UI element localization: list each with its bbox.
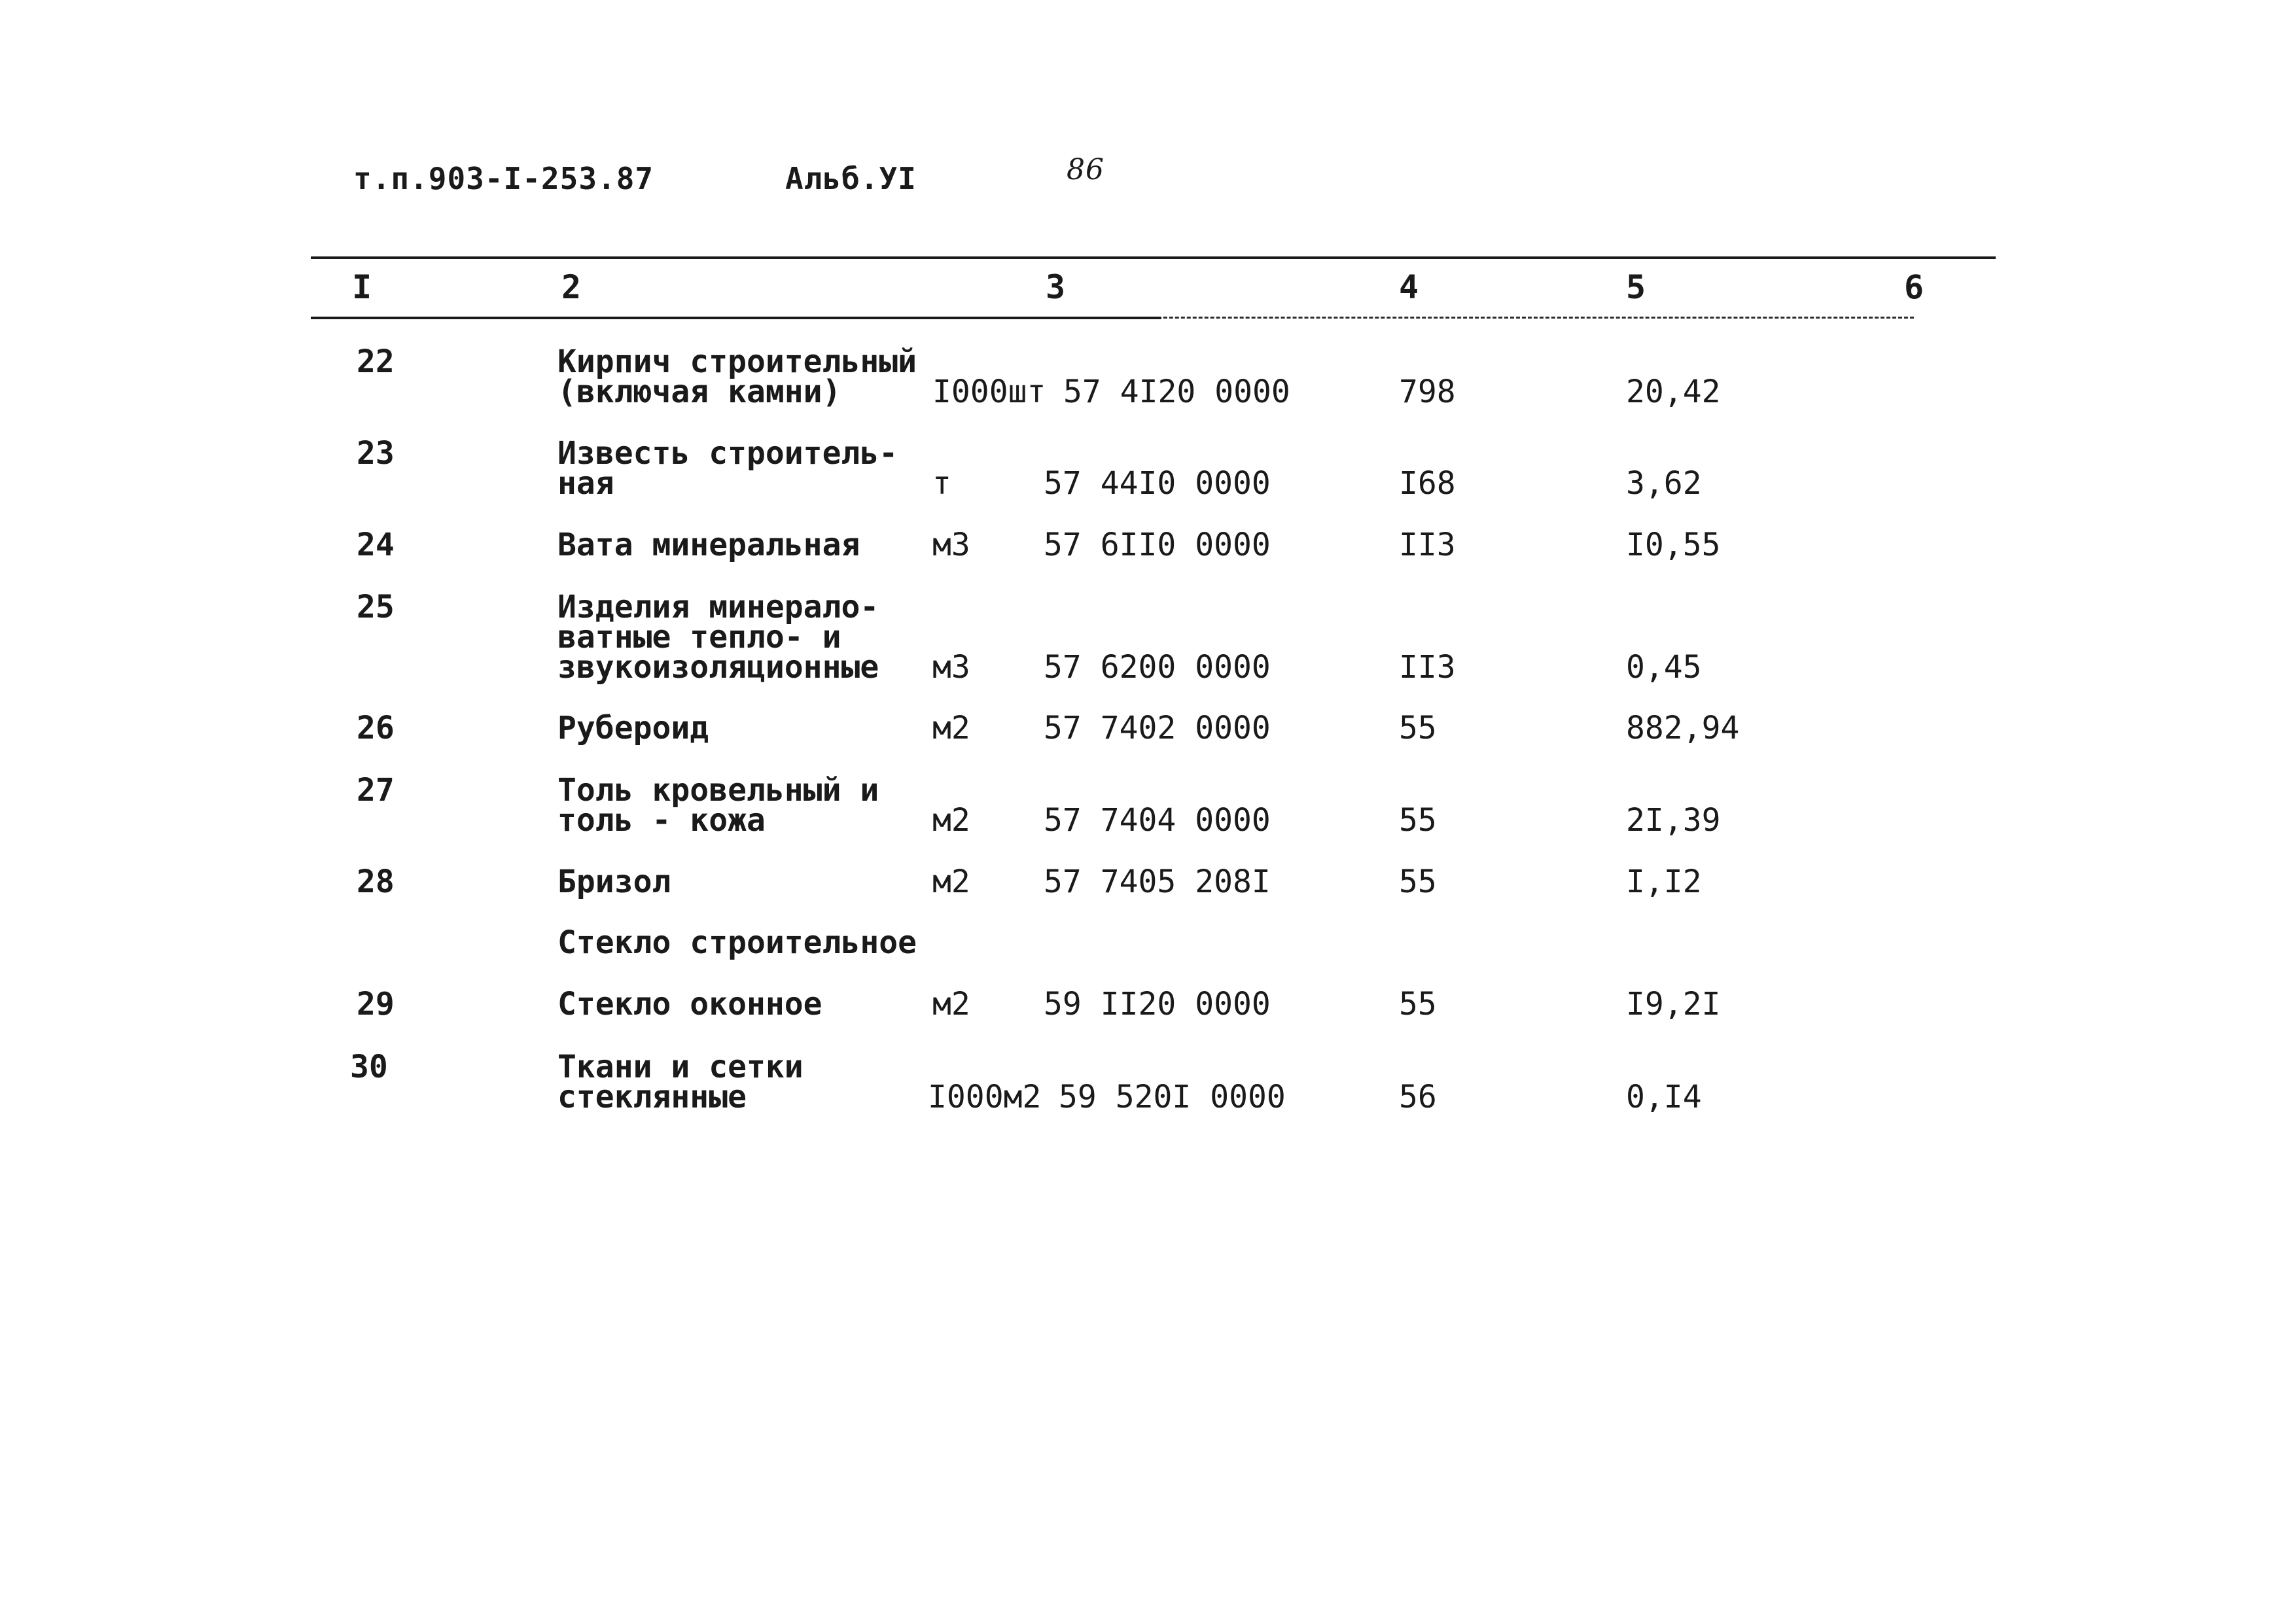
page-number: 86 bbox=[1067, 153, 1104, 186]
row-code: 57 7404 0000 bbox=[1044, 802, 1271, 839]
row-num: 30 bbox=[350, 1049, 388, 1085]
column-header-1: I bbox=[352, 268, 372, 306]
row-num: 22 bbox=[357, 343, 395, 380]
column-header-6: 6 bbox=[1904, 268, 1924, 306]
row-num: 25 bbox=[357, 589, 395, 625]
row-code: 57 6II0 0000 bbox=[1044, 527, 1271, 563]
row-name-line: звукоизоляционные bbox=[557, 649, 879, 686]
row-name-line: Ткани и сетки bbox=[557, 1049, 804, 1085]
row-unit: I000шт bbox=[932, 374, 1046, 410]
column-header-3: 3 bbox=[1046, 268, 1066, 306]
row-code: 59 520I 0000 bbox=[1059, 1079, 1286, 1115]
row-col5: 20,42 bbox=[1626, 374, 1721, 410]
row-col4: II3 bbox=[1399, 649, 1456, 686]
row-name-line: Изделия минерало- bbox=[557, 589, 879, 625]
row-col4: II3 bbox=[1399, 527, 1456, 563]
row-code: 59 II20 0000 bbox=[1044, 986, 1271, 1022]
row-col5: 882,94 bbox=[1626, 710, 1740, 746]
row-unit: м2 bbox=[932, 710, 970, 746]
row-unit: I000м2 bbox=[928, 1079, 1042, 1115]
row-name-line: стеклянные bbox=[557, 1079, 747, 1115]
column-header-4: 4 bbox=[1399, 268, 1419, 306]
row-name-line: Рубероид bbox=[557, 710, 709, 746]
row-name-line: Кирпич строительный bbox=[557, 343, 917, 380]
row-code: 57 4I20 0000 bbox=[1063, 374, 1290, 410]
row-name-line: Вата минеральная bbox=[557, 527, 860, 563]
row-name-line: ная bbox=[557, 465, 614, 502]
row-col4: 55 bbox=[1399, 710, 1437, 746]
row-col4: 798 bbox=[1399, 374, 1456, 410]
row-col5: I0,55 bbox=[1626, 527, 1721, 563]
row-unit: т bbox=[932, 465, 951, 502]
row-name-line: толь - кожа bbox=[557, 802, 766, 839]
album-label: Альб.УI bbox=[785, 161, 917, 196]
row-num: 27 bbox=[357, 772, 395, 809]
row-col4: 55 bbox=[1399, 986, 1437, 1022]
column-header-2: 2 bbox=[561, 268, 582, 306]
row-name-line: Стекло оконное bbox=[557, 986, 822, 1022]
header-bottom-rule-solid bbox=[311, 317, 1161, 319]
row-num: 24 bbox=[357, 527, 395, 563]
row-unit: м2 bbox=[932, 986, 970, 1022]
row-name-line: ватные тепло- и bbox=[557, 619, 841, 655]
row-name-line: (включая камни) bbox=[557, 374, 841, 410]
row-name-line: Толь кровельный и bbox=[557, 772, 879, 809]
row-col4: 55 bbox=[1399, 864, 1437, 900]
row-unit: м2 bbox=[932, 864, 970, 900]
row-num: 23 bbox=[357, 435, 395, 472]
row-col5: I9,2I bbox=[1626, 986, 1721, 1022]
row-code: 57 6200 0000 bbox=[1044, 649, 1271, 686]
row-name-line: Бризол bbox=[557, 864, 671, 900]
row-code: 57 7405 208I bbox=[1044, 864, 1271, 900]
row-unit: м3 bbox=[932, 649, 970, 686]
row-col5: 0,I4 bbox=[1626, 1079, 1702, 1115]
row-unit: м3 bbox=[932, 527, 970, 563]
row-unit: м2 bbox=[932, 802, 970, 839]
column-header-5: 5 bbox=[1626, 268, 1646, 306]
row-col4: I68 bbox=[1399, 465, 1456, 502]
row-code: 57 7402 0000 bbox=[1044, 710, 1271, 746]
row-col5: 0,45 bbox=[1626, 649, 1702, 686]
row-col4: 56 bbox=[1399, 1079, 1437, 1115]
row-col4: 55 bbox=[1399, 802, 1437, 839]
table-top-rule bbox=[311, 256, 1996, 259]
row-num: 26 bbox=[357, 710, 395, 746]
document-code: т.п.903-I-253.87 bbox=[353, 161, 654, 196]
section-subheading: Стекло строительное bbox=[557, 924, 917, 961]
row-num: 28 bbox=[357, 864, 395, 900]
row-code: 57 44I0 0000 bbox=[1044, 465, 1271, 502]
row-col5: 3,62 bbox=[1626, 465, 1702, 502]
row-num: 29 bbox=[357, 986, 395, 1022]
row-col5: 2I,39 bbox=[1626, 802, 1721, 839]
row-name-line: Известь строитель- bbox=[557, 435, 898, 472]
row-col5: I,I2 bbox=[1626, 864, 1702, 900]
